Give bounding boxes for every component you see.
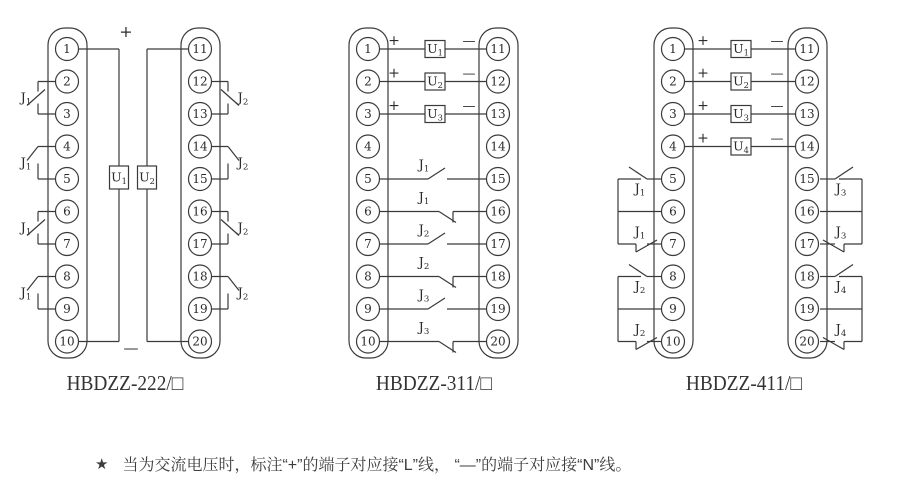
terminal-9 [357, 298, 380, 321]
terminal-10 [56, 330, 79, 353]
voltage-unit-U2 [425, 73, 445, 90]
unit-label: $U_1$ [111, 169, 127, 186]
minus-mark: — [462, 99, 476, 114]
terminal-3 [357, 103, 380, 126]
contact-label: J4 [835, 322, 847, 339]
unit-label: $U_3$ [427, 106, 443, 123]
contact-label: J2 [237, 90, 249, 108]
minus-mark: — [770, 34, 784, 49]
terminal-12 [796, 70, 819, 93]
contact-label: J2 [418, 255, 430, 272]
terminal-number: 18 [490, 269, 506, 284]
contact-label: J1 [418, 158, 430, 175]
diagram-hbdzz-411 [618, 28, 862, 358]
terminal-7 [662, 233, 685, 256]
terminal-14 [487, 135, 510, 158]
terminal-3 [56, 103, 79, 126]
plus-mark: + [388, 33, 400, 49]
contact-label: J3 [835, 182, 847, 199]
contact-label: J1 [20, 285, 32, 303]
terminal-19 [796, 298, 819, 321]
voltage-unit-U4 [731, 138, 751, 155]
terminal-4 [56, 135, 79, 158]
plus-mark: + [697, 98, 709, 114]
unit-label: $U_2$ [139, 169, 155, 186]
minus-mark: — [770, 131, 784, 147]
terminal-18 [796, 265, 819, 288]
terminal-number: 3 [364, 107, 372, 122]
terminal-1 [357, 38, 380, 61]
terminal-number: 18 [799, 269, 815, 284]
contact-J2-16-17 [212, 212, 249, 245]
contact-blade [629, 265, 647, 277]
voltage-unit-U1 [110, 166, 129, 189]
contact-J2-18-19 [212, 277, 249, 310]
terminal-number: 4 [669, 139, 677, 154]
contact-label: J1 [634, 182, 646, 199]
terminal-5 [662, 168, 685, 191]
terminal-2 [56, 70, 79, 93]
terminal-number: 4 [63, 139, 71, 154]
terminal-number: 8 [364, 269, 372, 284]
plus-mark: + [388, 98, 400, 114]
diagram-hbdzz-222 [19, 22, 249, 358]
terminal-number: 6 [669, 204, 677, 219]
terminal-number: 15 [799, 172, 815, 187]
terminal-number: 9 [63, 302, 71, 317]
contact-J1-4-5 [19, 147, 56, 180]
terminal-number: 17 [799, 237, 815, 252]
terminal-number: 5 [364, 172, 372, 187]
terminal-number: 15 [192, 172, 208, 187]
terminal-number: 7 [669, 237, 677, 252]
terminal-5 [56, 168, 79, 191]
terminal-17 [189, 233, 212, 256]
contact-label: J1 [418, 190, 430, 207]
terminal-number: 2 [364, 74, 372, 89]
terminal-18 [487, 265, 510, 288]
contact-label: J1 [634, 225, 646, 242]
terminal-16 [487, 200, 510, 223]
unit-label: $U_1$ [427, 41, 443, 58]
terminal-number: 12 [192, 74, 208, 89]
contact-J2-7-17 [380, 223, 487, 244]
terminal-9 [56, 298, 79, 321]
terminal-4 [357, 135, 380, 158]
terminal-20 [189, 330, 212, 353]
terminal-number: 14 [192, 139, 208, 154]
terminal-number: 8 [669, 269, 677, 284]
terminal-number: 9 [364, 302, 372, 317]
diagram-hbdzz-311 [349, 28, 518, 358]
terminal-number: 19 [490, 302, 506, 317]
terminal-14 [796, 135, 819, 158]
terminal-number: 5 [63, 172, 71, 187]
terminal-17 [796, 233, 819, 256]
contact-label: J2 [237, 155, 249, 173]
terminal-14 [189, 135, 212, 158]
diagram-caption-hbdzz-222: HBDZZ-222/□ [66, 371, 184, 395]
contact-label: J2 [237, 285, 249, 303]
terminal-number: 19 [192, 302, 208, 317]
terminal-number: 11 [192, 42, 208, 57]
terminal-number: 6 [63, 204, 71, 219]
terminal-number: 19 [799, 302, 815, 317]
terminal-10 [662, 330, 685, 353]
unit-label: $U_4$ [733, 138, 749, 155]
terminal-15 [189, 168, 212, 191]
contact-label: J3 [418, 288, 430, 305]
terminal-19 [189, 298, 212, 321]
terminal-16 [796, 200, 819, 223]
terminal-9 [662, 298, 685, 321]
terminal-number: 3 [63, 107, 71, 122]
terminal-number: 16 [490, 204, 506, 219]
contact-J1-6-16 [380, 191, 487, 223]
contact-label: J2 [634, 279, 646, 296]
contact-blade [221, 90, 239, 106]
voltage-unit-U2 [731, 73, 751, 90]
plus-mark: + [119, 22, 133, 41]
terminal-10 [357, 330, 380, 353]
contact-blade [823, 240, 844, 252]
contact-label: J4 [835, 279, 847, 296]
terminal-2 [357, 70, 380, 93]
terminal-13 [796, 103, 819, 126]
plus-mark: + [388, 65, 400, 82]
terminal-6 [56, 200, 79, 223]
voltage-unit-U2 [138, 166, 157, 189]
terminal-number: 5 [669, 172, 677, 187]
footnote [95, 452, 631, 475]
terminal-6 [357, 200, 380, 223]
terminal-8 [662, 265, 685, 288]
plus-mark: + [697, 33, 709, 49]
changeover-J3-15-16-17 [820, 167, 862, 252]
terminal-2 [662, 70, 685, 93]
terminal-number: 11 [799, 42, 815, 57]
terminal-8 [357, 265, 380, 288]
terminal-11 [487, 38, 510, 61]
contact-label: J2 [418, 223, 430, 240]
terminal-number: 15 [490, 172, 506, 187]
terminal-number: 10 [59, 334, 75, 349]
plus-mark: + [697, 65, 709, 82]
terminal-number: 9 [669, 302, 677, 317]
contact-label: J1 [20, 220, 32, 238]
star-icon: ★ [95, 455, 109, 473]
contact-blade [428, 233, 445, 244]
changeover-J2-8-9-10 [618, 265, 662, 350]
contact-J2-8-18 [380, 256, 487, 288]
contact-blade [27, 147, 38, 161]
minus-mark: — [123, 339, 139, 357]
terminal-number: 20 [799, 334, 815, 349]
terminal-number: 10 [360, 334, 376, 349]
terminal-number: 16 [192, 204, 208, 219]
terminal-number: 3 [669, 107, 677, 122]
terminal-13 [189, 103, 212, 126]
terminal-number: 16 [799, 204, 815, 219]
contact-J3-10-20 [380, 321, 487, 353]
unit-label: $U_3$ [733, 106, 749, 123]
terminal-number: 20 [192, 334, 208, 349]
voltage-unit-U3 [731, 106, 751, 123]
contact-label: J3 [835, 225, 847, 242]
terminal-20 [796, 330, 819, 353]
unit-label: $U_2$ [733, 73, 749, 90]
terminal-11 [796, 38, 819, 61]
terminal-number: 6 [364, 204, 372, 219]
terminal-5 [357, 168, 380, 191]
terminal-number: 1 [669, 42, 677, 57]
diagram-caption-hbdzz-311: HBDZZ-311/□ [375, 371, 493, 395]
unit-label: $U_2$ [427, 73, 443, 90]
terminal-6 [662, 200, 685, 223]
terminal-7 [357, 233, 380, 256]
contact-blade [27, 277, 38, 291]
terminal-number: 10 [665, 334, 681, 349]
terminal-15 [796, 168, 819, 191]
contact-label: J3 [418, 320, 430, 337]
terminal-12 [189, 70, 212, 93]
terminal-8 [56, 265, 79, 288]
minus-mark: — [770, 66, 784, 82]
terminal-13 [487, 103, 510, 126]
terminal-number: 12 [799, 74, 815, 89]
terminal-18 [189, 265, 212, 288]
terminal-number: 2 [669, 74, 677, 89]
contact-blade [629, 167, 647, 179]
terminal-number: 11 [490, 42, 506, 57]
terminal-12 [487, 70, 510, 93]
contact-blade [835, 265, 853, 277]
terminal-number: 2 [63, 74, 71, 89]
terminal-number: 14 [799, 139, 815, 154]
terminal-number: 13 [192, 107, 208, 122]
terminal-number: 8 [63, 269, 71, 284]
terminal-number: 12 [490, 74, 506, 89]
diagram-caption-hbdzz-411: HBDZZ-411/□ [685, 371, 803, 395]
contact-blade [221, 220, 239, 236]
changeover-J4-18-19-20 [820, 265, 862, 350]
contact-blade [428, 168, 445, 179]
contact-J2-14-15 [212, 147, 249, 180]
terminal-20 [487, 330, 510, 353]
terminal-1 [56, 38, 79, 61]
minus-mark: — [462, 66, 476, 82]
terminal-number: 17 [490, 237, 506, 252]
contact-blade [835, 167, 853, 179]
terminal-number: 20 [490, 334, 506, 349]
minus-mark: — [770, 99, 784, 114]
contact-J1-5-15 [380, 158, 487, 179]
terminal-15 [487, 168, 510, 191]
voltage-unit-U1 [731, 41, 751, 58]
voltage-unit-U3 [425, 106, 445, 123]
contact-J3-9-19 [380, 288, 487, 309]
terminal-number: 18 [192, 269, 208, 284]
terminal-4 [662, 135, 685, 158]
terminal-16 [189, 200, 212, 223]
footnote-text: 当为交流电压时，标注“+”的端子对应接“L”线， “—”的端子对应接“N”线。 [122, 457, 632, 474]
terminal-17 [487, 233, 510, 256]
contact-J1-2-3 [19, 82, 56, 115]
unit-label: $U_1$ [733, 41, 749, 58]
contact-J2-12-13 [212, 82, 249, 115]
contact-label: J2 [634, 322, 646, 339]
terminal-11 [189, 38, 212, 61]
terminal-number: 4 [364, 139, 372, 154]
terminal-number: 1 [63, 42, 71, 57]
contact-label: J2 [237, 220, 249, 238]
terminal-7 [56, 233, 79, 256]
contact-blade [428, 298, 445, 309]
contact-J1-8-9 [19, 277, 56, 310]
contact-label: J1 [20, 155, 32, 173]
terminal-number: 13 [490, 107, 506, 122]
contact-label: J1 [20, 90, 32, 108]
minus-mark: — [462, 34, 476, 49]
terminal-number: 1 [364, 42, 372, 57]
terminal-number: 7 [364, 237, 372, 252]
voltage-unit-U1 [425, 41, 445, 58]
contact-J1-6-7 [19, 212, 56, 245]
terminal-1 [662, 38, 685, 61]
plus-mark: + [697, 130, 709, 147]
terminal-number: 14 [490, 139, 506, 154]
terminal-19 [487, 298, 510, 321]
terminal-number: 17 [192, 237, 208, 252]
terminal-3 [662, 103, 685, 126]
terminal-number: 7 [63, 237, 71, 252]
changeover-J1-5-6-7 [618, 167, 662, 252]
terminal-number: 13 [799, 107, 815, 122]
